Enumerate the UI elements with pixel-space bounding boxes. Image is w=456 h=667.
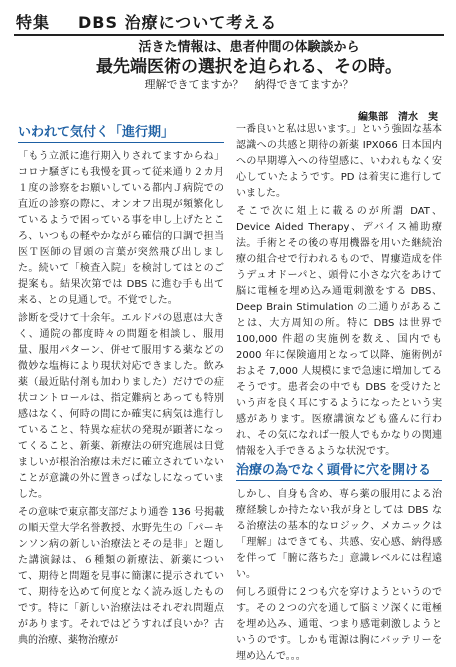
left-column bbox=[18, 122, 224, 651]
left-paragraph-3: その意味で東京都支部だより通巻 136 号掲載の順天堂大学名誉教授、水野先生の「パーキンソン病の新しい治療法とその是非」と題した講演録は、６種類の新療法、新薬について、期待と問題を見事に簡潔に提示されていて、期待を込めて何度となく読み返したものです。特に「新しい治療法はそれぞれ問題点があります。それではどうすれば良いか？古典的治療、薬物治療が bbox=[18, 507, 224, 646]
subheadline: 理解できてますか？ 納得できてますか？ bbox=[144, 78, 354, 91]
right-paragraph-1: 一番良いと私は思います。」という強固な基本認識への共感と期待の新薬 IPX066 日本国内への早期導入への待望感に、いわれもなく安心していたようです。PD は着実に進行していました。 bbox=[236, 124, 442, 199]
feature-tag: 特集 bbox=[16, 13, 51, 32]
right-column bbox=[236, 122, 442, 667]
left-paragraph-1: 「もう立派に進行期入りされてますからね」コロナ騒ぎにも我慢を貫って従来通り２カ月１度の診察をお願いしている都内Ｊ病院での直近の診察の際に、オンオフ出現が頻繁化しているようで困っている事を申し上げたところ、いつもの軽やかながら確信的口調で担当医Ｔ医師の冒頭の言葉が突然飛び出しました。続いて「検査入院」を検討してはとのご提案も。結果次第では DBS に進む手も出て来る、との見通しで。不覚でした。 bbox=[18, 151, 224, 306]
right-paragraph-4: 何しろ頭骨に２つも穴を穿けようというのです。その２つの穴を通して脳ミソ深くに電極を埋め込み、通電、つまり感電刺激しようというのです。しかも電源は胸にバッテリーを埋め込んで。。。 bbox=[236, 587, 442, 662]
left-paragraph-2: 診断を受けて十余年。エルドパの恩恵は大きく、通院の都度時々の問題を相談し、服用量、服用パターン、併せて服用する薬などの微妙な塩梅により現状対応できました。飲み薬（最近貼付剤も加わりました）だけでの症状コントロールは、指定難病とあっても特別感はなく、何時の間にか確実に病気は進行していること、特異な症状の発現が顕著になってくること、新薬、新療法の研究進展は日覚ましいが根治治療は未だに確立されていないことが意識の外に置きっぱなしになっていました。 bbox=[18, 313, 224, 500]
byline: 編集部 清水 実 bbox=[358, 112, 438, 123]
section-heading-1: いわれて気付く「進行期」 bbox=[18, 124, 224, 143]
feature-title: DBS 治療について考える bbox=[78, 13, 278, 32]
right-paragraph-3: しかし、自身も含め、専ら薬の服用による治療経験しか持たない我が身としては DBS なる治療法の基本的なロジック、メカニックは「理解」はできても、共感、安心感、納得感を伴って「腑に落ちた」意識レベルには程遠い。 bbox=[236, 489, 442, 580]
hero-block bbox=[14, 40, 444, 104]
kicker: 活きた情報は、患者仲間の体験談から bbox=[138, 40, 360, 55]
section-heading-2: 治療の為でなく頭骨に穴を開ける bbox=[236, 462, 442, 481]
feature-banner bbox=[14, 8, 444, 36]
right-paragraph-2: そこで次に俎上に載るのが所謂 DAT、Device Aided Therapy、デバイス補助療法。手術とその後の専用機器を用いた継続治療の組合せで行われるもので、胃瘻造成を伴うデュオドーパと、頭骨に小さな穴をあけて脳に電極を埋め込み通電刺激をする DBS、Deep Brain Stimulation の二通りがあることは、大方周知の所。特に DBS は世界で 100,000 件超の実施例を数え、国内でも 2000 年に保険適用となって以降、施術例がおよそ 7,000 人規模にまで急速に増加してるそうです。患者会の中でも DBS を受けたという声を良く耳にするようになったという実感があります。医療講演なども盛んに行われ、その気になれば一般人でもかなりの関連情報を入手できるような状況です。 bbox=[236, 206, 442, 457]
headline: 最先端医術の選択を迫られる、その時。 bbox=[96, 57, 402, 77]
